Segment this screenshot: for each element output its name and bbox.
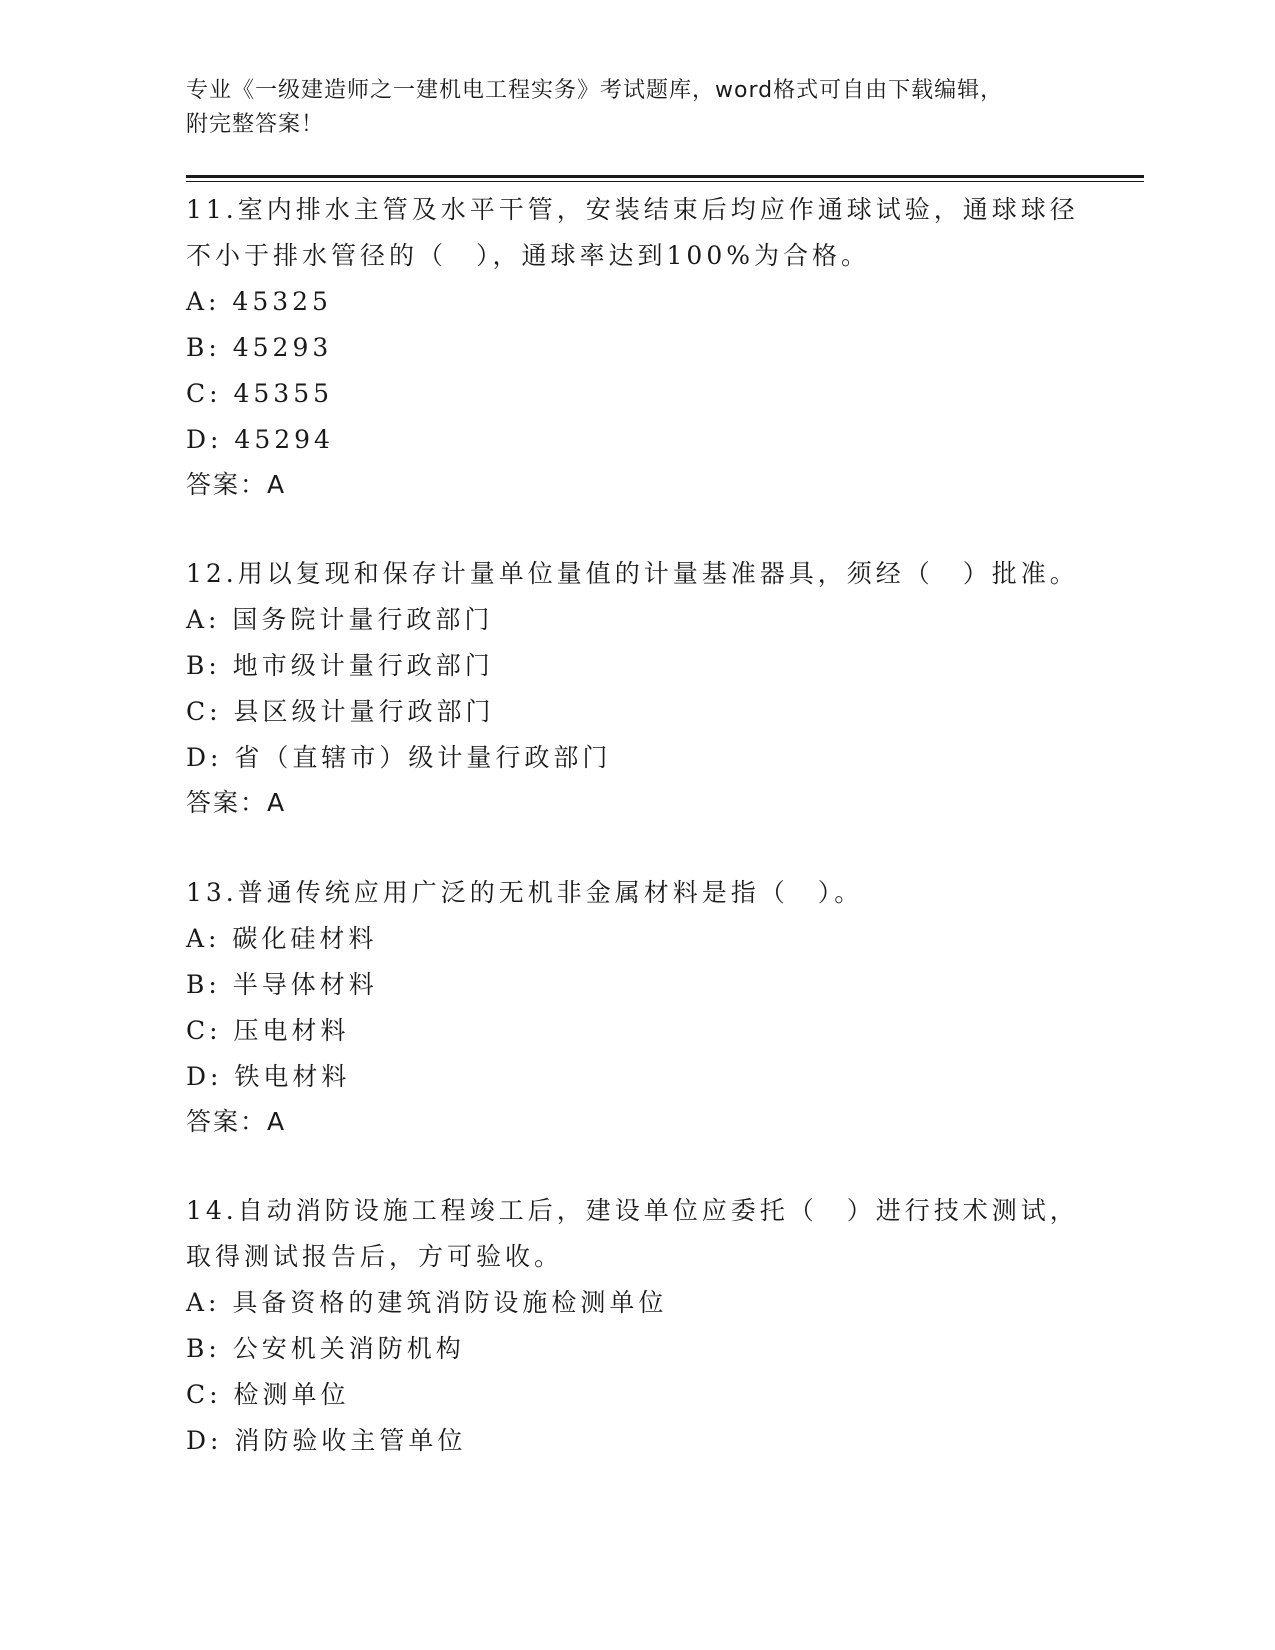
option-d: D: 消防验收主管单位	[186, 1426, 467, 1455]
question-11	[186, 187, 1086, 507]
option-b: B: 45293	[186, 333, 333, 362]
question-14	[186, 1188, 1086, 1464]
header-line-2: 附完整答案！	[186, 112, 325, 137]
header-line-1: 专业《一级建造师之一建机电工程实务》考试题库，word格式可自由下载编辑，	[186, 78, 1004, 103]
question-13	[186, 870, 1086, 1144]
option-d: D: 省（直辖市）级计量行政部门	[186, 743, 612, 772]
question-text: 12.用以复现和保存计量单位量值的计量基准器具，须经（ ）批准。	[186, 559, 1079, 588]
option-a: A: 碳化硅材料	[186, 924, 378, 953]
option-a: A: 国务院计量行政部门	[186, 605, 494, 634]
document-header	[186, 74, 1086, 142]
option-b: B: 地市级计量行政部门	[186, 651, 494, 680]
header-divider-thick	[186, 175, 1144, 178]
option-b: B: 半导体材料	[186, 970, 378, 999]
answer: 答案：A	[186, 788, 287, 817]
question-text: 13.普通传统应用广泛的无机非金属材料是指（ ）。	[186, 878, 864, 907]
option-d: D: 铁电材料	[186, 1062, 351, 1091]
answer: 答案：A	[186, 470, 287, 499]
option-d: D: 45294	[186, 425, 334, 454]
answer: 答案：A	[186, 1107, 287, 1136]
question-text: 14.自动消防设施工程竣工后，建设单位应委托（ ）进行技术测试，取得测试报告后，方可验收。	[186, 1196, 1079, 1271]
question-12	[186, 551, 1086, 825]
option-c: C: 45355	[186, 379, 334, 408]
option-c: C: 压电材料	[186, 1016, 350, 1045]
header-divider-thin	[186, 181, 1144, 182]
option-c: C: 检测单位	[186, 1380, 350, 1409]
option-b: B: 公安机关消防机构	[186, 1334, 465, 1363]
option-c: C: 县区级计量行政部门	[186, 697, 495, 726]
question-text: 11.室内排水主管及水平干管，安装结束后均应作通球试验，通球球径不小于排水管径的（ ），通球率达到100%为合格。	[186, 195, 1079, 270]
option-a: A: 具备资格的建筑消防设施检测单位	[186, 1288, 668, 1317]
option-a: A: 45325	[186, 287, 332, 316]
